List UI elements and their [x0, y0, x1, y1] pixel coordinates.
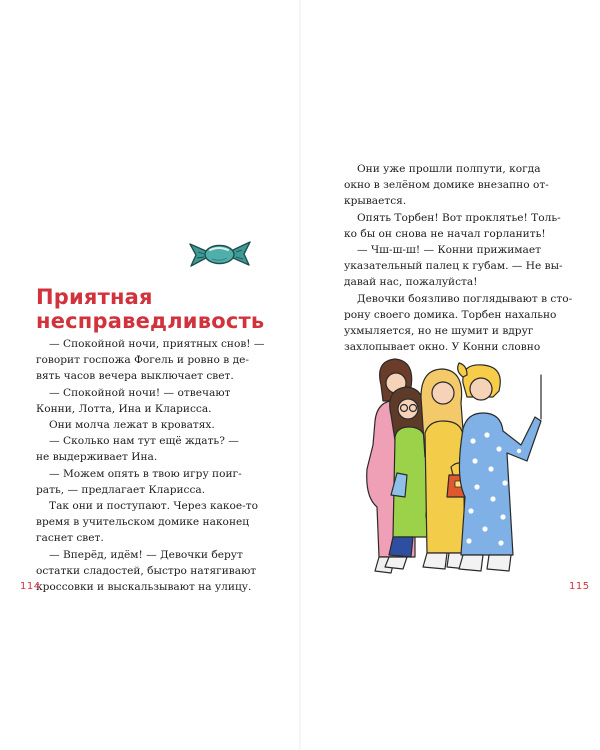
text-line: рону своего домика. Торбен нахально	[344, 308, 557, 321]
chapter-title	[36, 285, 286, 333]
text-line: крывается.	[344, 195, 407, 208]
text-line: — Чш-ш-ш! — Конни прижимает	[357, 244, 541, 257]
text-line: не выдерживает Ина.	[36, 451, 158, 464]
chapter-title-line: несправедливость	[36, 309, 265, 333]
text-line: гаснет свет.	[36, 532, 104, 545]
text-line: Девочки боязливо поглядывают в сто-	[357, 292, 573, 305]
text-line: Они молча лежат в кроватях.	[49, 419, 215, 432]
text-line: время в учительском домике наконец	[36, 516, 250, 529]
text-line: захлопывает окно. У Конни словно	[344, 341, 541, 354]
chapter-title-line: Приятная	[36, 285, 153, 309]
candy-icon	[188, 238, 252, 270]
text-line: — Спокойной ночи, приятных снов! —	[49, 338, 265, 350]
text-line: ухмыляется, но не шумит и вдруг	[344, 325, 534, 338]
text-line: Они уже прошли полпути, когда	[357, 163, 541, 175]
text-line: — Вперёд, идём! — Девочки берут	[49, 548, 243, 561]
text-line: давай нас, пожалуйста!	[344, 276, 478, 289]
page-number-left: 114	[20, 581, 41, 592]
text-line: остатки сладостей, быстро натягивают	[36, 564, 257, 577]
text-line: рать, — предлагает Кларисса.	[36, 483, 206, 496]
text-line: — Спокойной ночи! — отвечают	[49, 386, 231, 399]
text-line: ко бы он снова не начал горланить!	[344, 227, 546, 240]
text-line: кроссовки и выскальзывают на улицу.	[36, 581, 252, 594]
text-line: говорит госпожа Фогель и ровно в де-	[36, 354, 249, 367]
page-number-right: 115	[569, 581, 590, 592]
right-page	[300, 0, 600, 750]
text-line: — Сколько нам тут ещё ждать? —	[49, 435, 239, 448]
text-line: вять часов вечера выключает свет.	[36, 370, 234, 383]
right-body-text	[344, 161, 573, 355]
text-line: окно в зелёном домике внезапно от-	[344, 179, 549, 192]
text-line: — Можем опять в твою игру поиг-	[49, 467, 242, 480]
text-line: Опять Торбен! Вот проклятье! Толь-	[357, 211, 561, 224]
text-line: указательный палец к губам. — Не вы-	[344, 260, 563, 273]
text-line: Так они и поступают. Через какое-то	[49, 500, 259, 513]
text-line: Конни, Лотта, Ина и Кларисса.	[36, 402, 212, 415]
girls-illustration	[363, 357, 548, 587]
left-body-text	[36, 336, 265, 595]
